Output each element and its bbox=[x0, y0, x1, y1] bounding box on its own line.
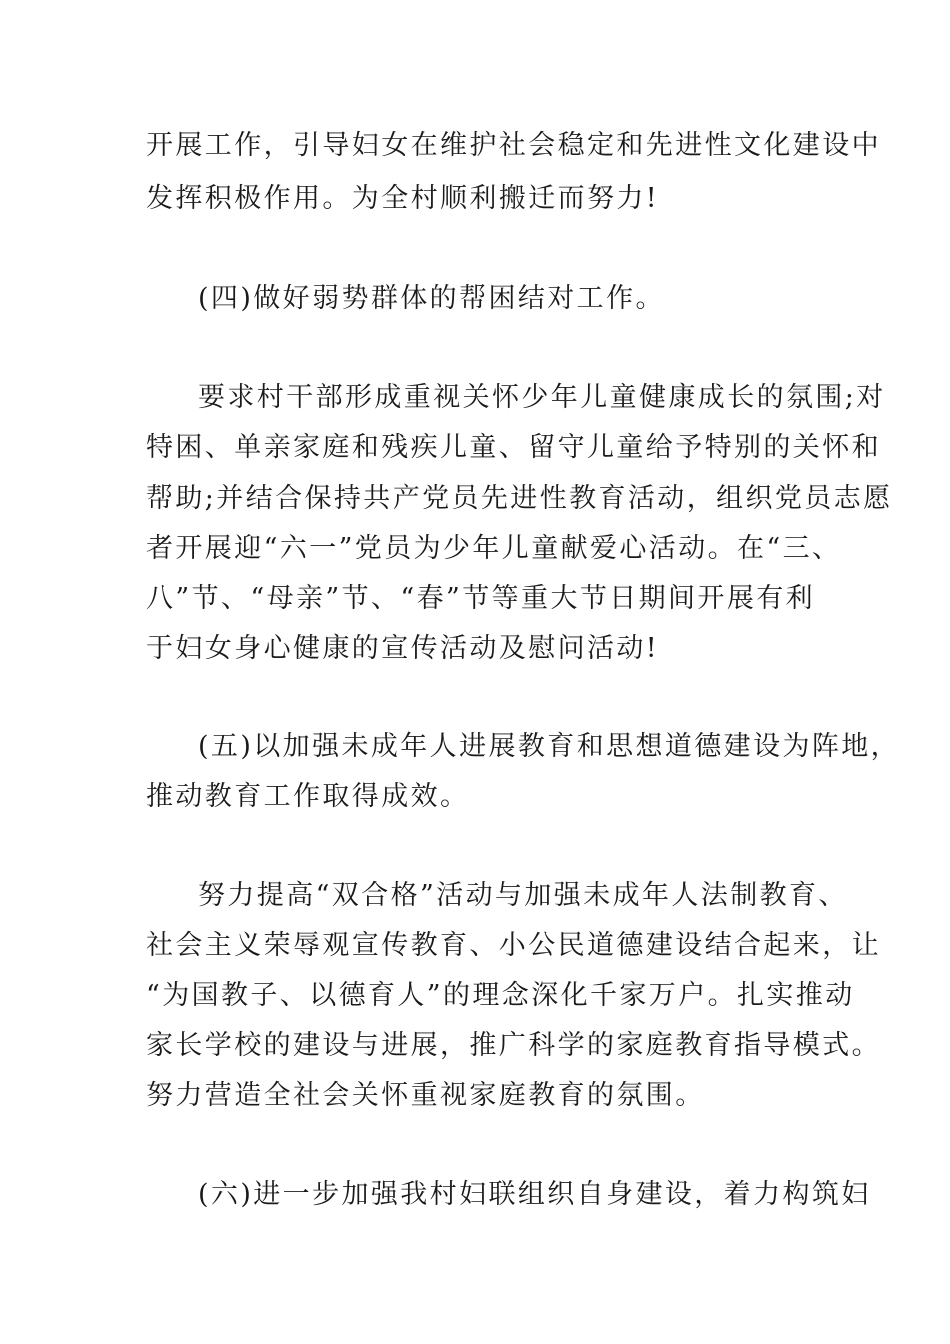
paragraph-line: 家长学校的建设与进展，推广科学的家庭教育指导模式。 bbox=[146, 1030, 881, 1061]
section-heading-5-cont: 推动教育工作取得成效。 bbox=[146, 781, 470, 812]
paragraph-line: 特困、单亲家庭和残疾儿童、留守儿童给予特别的关怀和 bbox=[146, 432, 881, 463]
paragraph-line: 努力营造全社会关怀重视家庭教育的氛围。 bbox=[146, 1080, 705, 1111]
paragraph-line: 发挥积极作用。为全村顺利搬迁而努力! bbox=[146, 183, 660, 214]
section-heading-4: (四)做好弱势群体的帮困结对工作。 bbox=[198, 283, 665, 314]
paragraph-line: “为国教子、以德育人”的理念深化千家万户。扎实推动 bbox=[146, 980, 855, 1011]
paragraph-line: 者开展迎“六一”党员为少年儿童献爱心活动。在“三、 bbox=[146, 533, 842, 564]
paragraph-line: 于妇女身心健康的宣传活动及慰问活动! bbox=[146, 633, 660, 664]
section-heading-5: (五)以加强未成年人进展教育和思想道德建设为阵地， bbox=[198, 731, 901, 762]
paragraph-line: 帮助;并结合保持共产党员先进性教育活动，组织党员志愿 bbox=[146, 483, 893, 514]
paragraph-line: 开展工作，引导妇女在维护社会稳定和先进性文化建设中 bbox=[146, 130, 881, 161]
paragraph-line: 社会主义荣辱观宣传教育、小公民道德建设结合起来，让 bbox=[146, 930, 881, 961]
section-heading-6: (六)进一步加强我村妇联组织自身建设，着力构筑妇 bbox=[198, 1179, 871, 1210]
paragraph-line: 八”节、“母亲”节、“春”节等重大节日期间开展有利 bbox=[146, 583, 816, 614]
paragraph-line: 要求村干部形成重视关怀少年儿童健康成长的氛围;对 bbox=[198, 382, 886, 413]
paragraph-line: 努力提高“双合格”活动与加强未成年人法制教育、 bbox=[198, 880, 848, 911]
